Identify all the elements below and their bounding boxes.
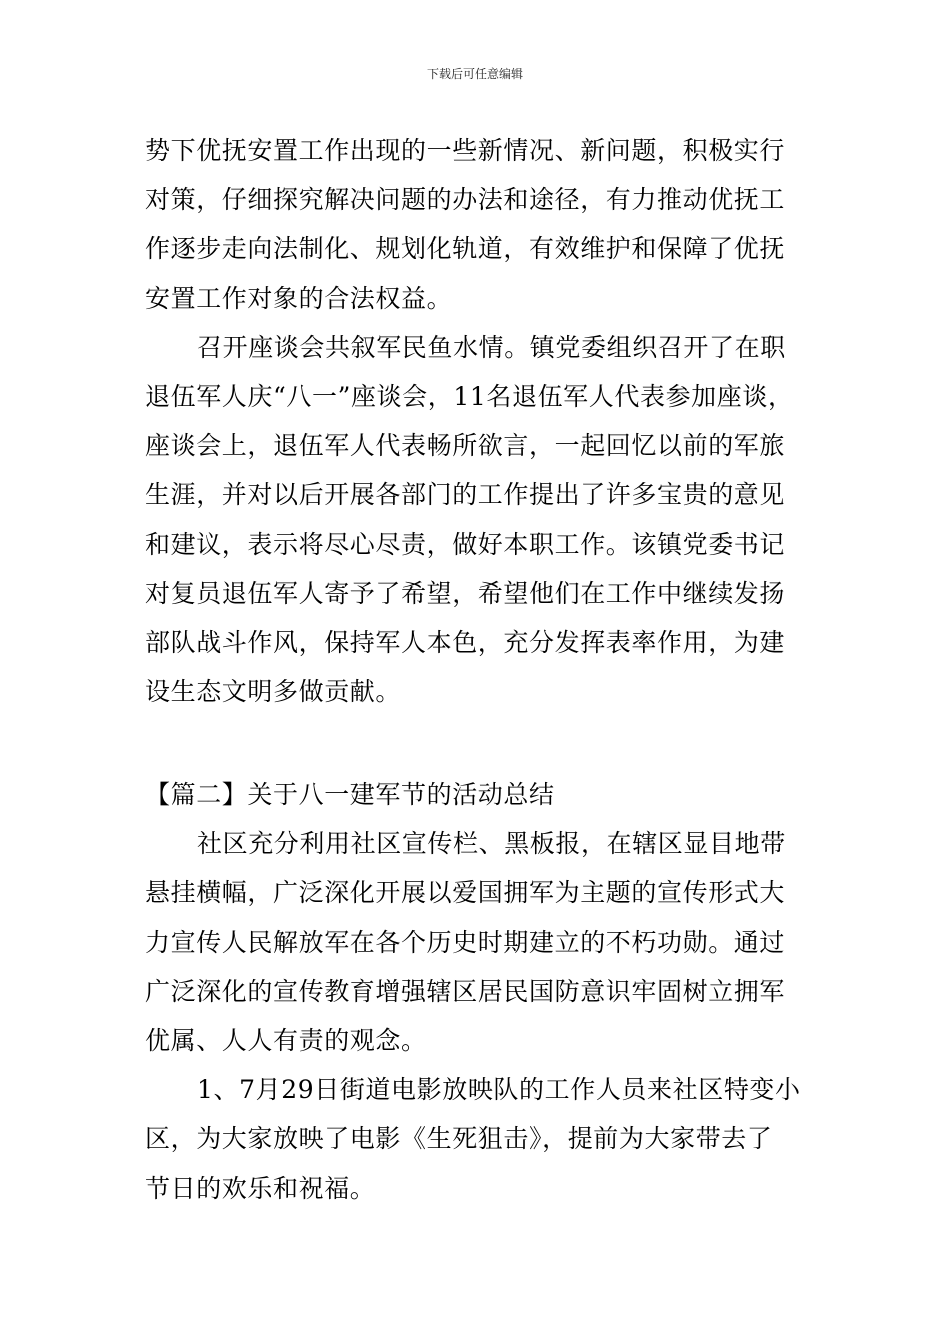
text-line: 1、7月29日街道电影放映队的工作人员来社区特变小	[197, 1075, 801, 1105]
paragraph-movie-screening	[145, 1065, 810, 1213]
text-line: 节日的欢乐和祝福。	[145, 1173, 376, 1203]
text-line: 部队战斗作风，保持军人本色，充分发挥表率作用，为建	[145, 627, 786, 657]
paragraph-publicity	[145, 819, 810, 1065]
text-line: 安置工作对象的合法权益。	[145, 283, 453, 313]
text-line: 召开座谈会共叙军民鱼水情。镇党委组织召开了在职	[197, 332, 786, 362]
text-line: 广泛深化的宣传教育增强辖区居民国防意识牢固树立拥军	[145, 976, 786, 1006]
text-line: 座谈会上，退伍军人代表畅所欲言，一起回忆以前的军旅	[145, 431, 786, 461]
text-line: 优属、人人有责的观念。	[145, 1025, 427, 1055]
text-line: 悬挂横幅，广泛深化开展以爱国拥军为主题的宣传形式大	[145, 878, 786, 908]
section-two	[145, 770, 810, 1213]
text-line: 社区充分利用社区宣传栏、黑板报，在辖区显目地带	[197, 829, 786, 859]
text-line: 退伍军人庆“八一”座谈会，11名退伍军人代表参加座谈，	[145, 381, 794, 411]
text-line: 生涯，并对以后开展各部门的工作提出了许多宝贵的意见	[145, 480, 786, 510]
header-note: 下载后可任意编辑	[426, 67, 523, 81]
text-line: 区，为大家放映了电影《生死狙击》，提前为大家带去了	[145, 1124, 773, 1154]
text-line: 作逐步走向法制化、规划化轨道，有效维护和保障了优抚	[145, 234, 786, 264]
paragraph-policy-work	[145, 126, 810, 323]
paragraph-symposium	[145, 323, 810, 717]
text-line: 势下优抚安置工作出现的一些新情况、新问题，积极实行	[145, 136, 786, 165]
section-heading: 【篇二】关于八一建军节的活动总结	[145, 780, 555, 809]
text-line: 对复员退伍军人寄予了希望，希望他们在工作中继续发扬	[145, 578, 786, 608]
text-line: 对策，仔细探究解决问题的办法和途径，有力推动优抚工	[145, 185, 786, 215]
text-line: 和建议，表示将尽心尽责，做好本职工作。该镇党委书记	[145, 529, 786, 559]
text-line: 设生态文明多做贡献。	[145, 677, 402, 707]
text-line: 力宣传人民解放军在各个历史时期建立的不朽功勋。通过	[145, 927, 786, 957]
section-one	[145, 126, 810, 716]
